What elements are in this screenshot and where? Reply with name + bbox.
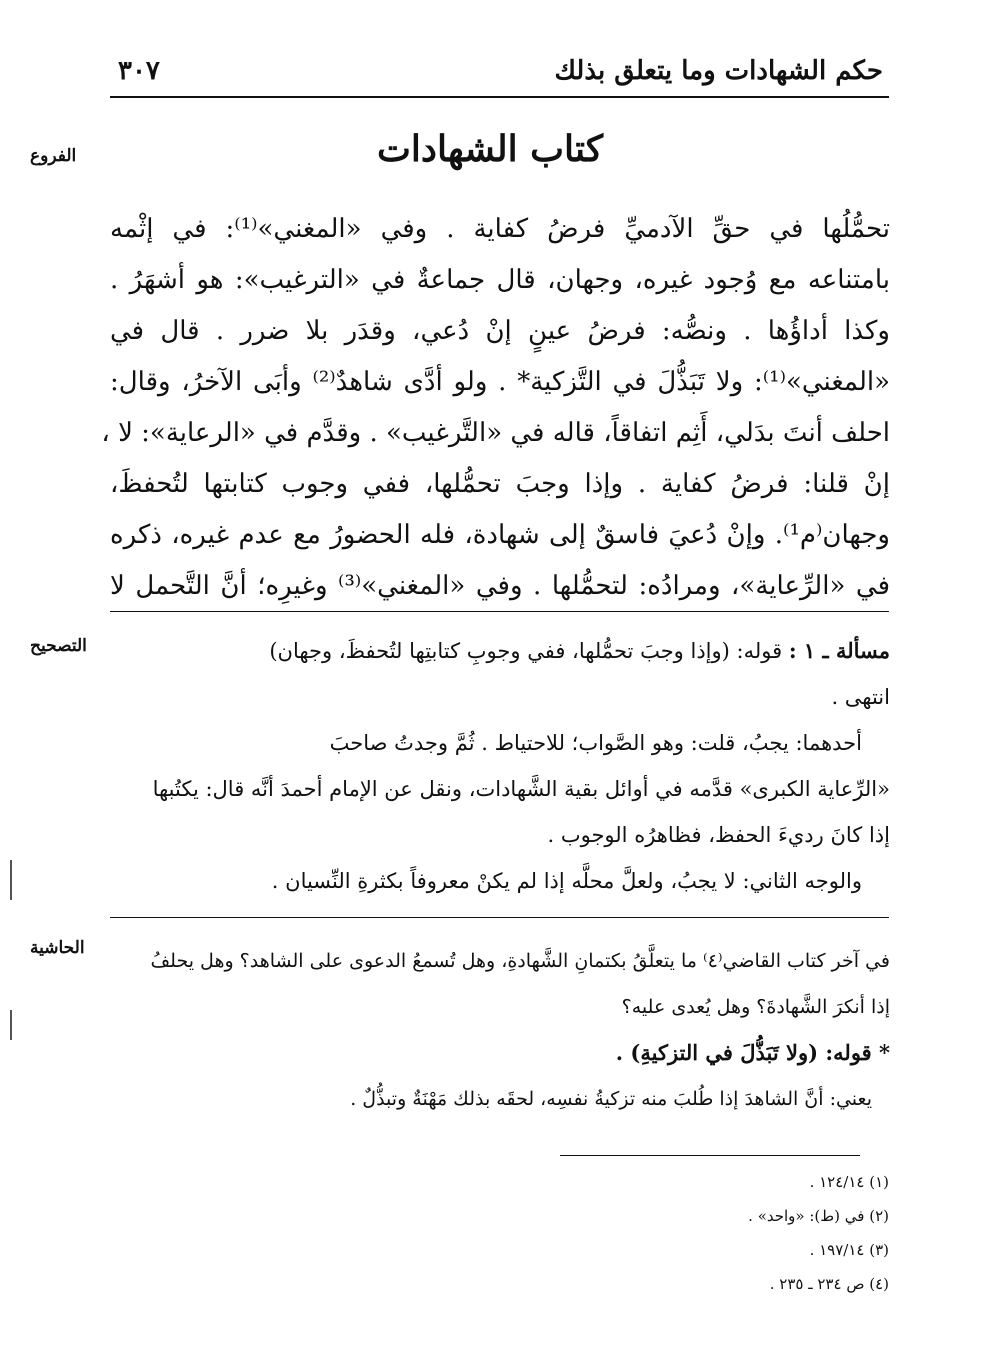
footnote-divider	[560, 1155, 860, 1156]
tashih-line: والوجه الثاني: لا يجبُ، ولعلَّ محلَّه إذا لم يكنْ معروفاً بكثرةِ النِّسيان .	[271, 869, 862, 893]
tashih-line: إذا كانَ رديءَ الحفظ، فظاهرُه الوجوب .	[547, 823, 890, 847]
tashih-line: أحدهما: يجبُ، قلت: وهو الصَّواب؛ للاحتياط . ثُمَّ وجدتُ صاحبَ	[329, 731, 862, 755]
side-label-hashiya: الحاشية	[30, 938, 85, 958]
hashiya-line: في آخر كتاب القاضي⁽٤⁾ ما يتعلَّقُ بكتمانِ الشَّهادةِ، وهل تُسمعُ الدعوى على الشاهد؟ وهل يحلفُ	[150, 950, 890, 972]
scan-edge-mark	[10, 860, 12, 900]
footnotes	[489, 1165, 889, 1301]
book-title: كتاب الشهادات	[377, 128, 603, 170]
main-text-line: تحمُّلُها في حقِّ الآدميِّ فرضُ كفاية . وفي «المغني»⁽¹⁾: في إثْمه	[110, 214, 890, 244]
hashiya-line: إذا أنكرَ الشَّهادةَ؟ وهل يُعدى عليه؟	[621, 996, 890, 1018]
masala-label: مسألة ـ ١ :	[788, 638, 890, 663]
side-label-tashih: التصحيح	[30, 636, 87, 656]
tashih-line: انتهى .	[831, 685, 890, 709]
scan-edge-mark	[10, 1010, 12, 1040]
main-text-line: احلف أنتَ بدَلي، أَثِم اتفاقاً، قاله في «التَّرغيب» . وقدَّم في «الرعاية»: لا ،	[101, 418, 890, 448]
main-section-divider	[110, 611, 889, 612]
main-text-line: وجهان⁽م¹⁾. وإنْ دُعيَ فاسقٌ إلى شهادة، فله الحضورُ مع عدم غيره، ذكره	[110, 520, 890, 550]
side-label-furu: الفروع	[30, 146, 77, 166]
footnote: (٣) ١٩٧/١٤ .	[809, 1241, 889, 1259]
main-text-line: «المغني»⁽¹⁾: ولا تَبَذُّلَ في التَّزكية* . ولو أدَّى شاهدٌ⁽²⁾ وأبَى الآخرُ، وقال:	[110, 367, 890, 397]
tashih-line	[110, 628, 890, 674]
header-rule	[110, 96, 889, 98]
tashih-text: قوله: (وإذا وجبَ تحمُّلها، ففي وجوبِ كتابتِها لتُحفظَ، وجهان)	[269, 639, 783, 663]
running-header-title: حكم الشهادات وما يتعلق بذلك	[554, 56, 883, 86]
hashiya-quote: * قوله: (ولا تَبَذُّلَ في التزكيةِ) .	[615, 1040, 890, 1065]
main-text-line: بامتناعه مع وُجود غيره، وجهان، قال جماعةٌ في «الترغيب»: هو أشهَرُ .	[110, 265, 890, 295]
main-text	[101, 204, 890, 612]
main-text-line: وكذا أداؤُها . ونصُّه: فرضُ عينٍ إنْ دُعي، وقدَر بلا ضرر . قال في	[110, 316, 890, 346]
tashih-section	[110, 628, 890, 904]
footnote: (٤) ص ٢٣٤ ـ ٢٣٥ .	[769, 1275, 889, 1293]
footnote: (٢) في (ط): «واحد» .	[748, 1207, 889, 1225]
hashiya-section	[110, 938, 890, 1122]
tashih-line: «الرِّعاية الكبرى» قدَّمه في أوائل بقية الشَّهادات، ونقل عن الإمام أحمدَ أنَّه قال: يكتُبها	[152, 777, 890, 801]
hashiya-explanation: يعني: أنَّ الشاهدَ إذا طُلبَ منه تزكيةُ نفسِه، لحقَه بذلك مَهْنَةٌ وتبذُّلٌ .	[350, 1088, 872, 1110]
main-text-line: في «الرِّعاية»، ومرادُه: لتحمُّلها . وفي «المغني»⁽³⁾ وغيرِه؛ أنَّ التَّحمل لا	[110, 571, 890, 601]
footnote: (١) ١٢٤/١٤ .	[809, 1173, 889, 1191]
main-text-line: إنْ قلنا: فرضُ كفاية . وإذا وجبَ تحمُّلها، ففي وجوب كتابتها لتُحفظَ،	[110, 469, 890, 499]
hashiya-section-divider	[110, 917, 889, 918]
page-number: ٣٠٧	[118, 56, 160, 86]
